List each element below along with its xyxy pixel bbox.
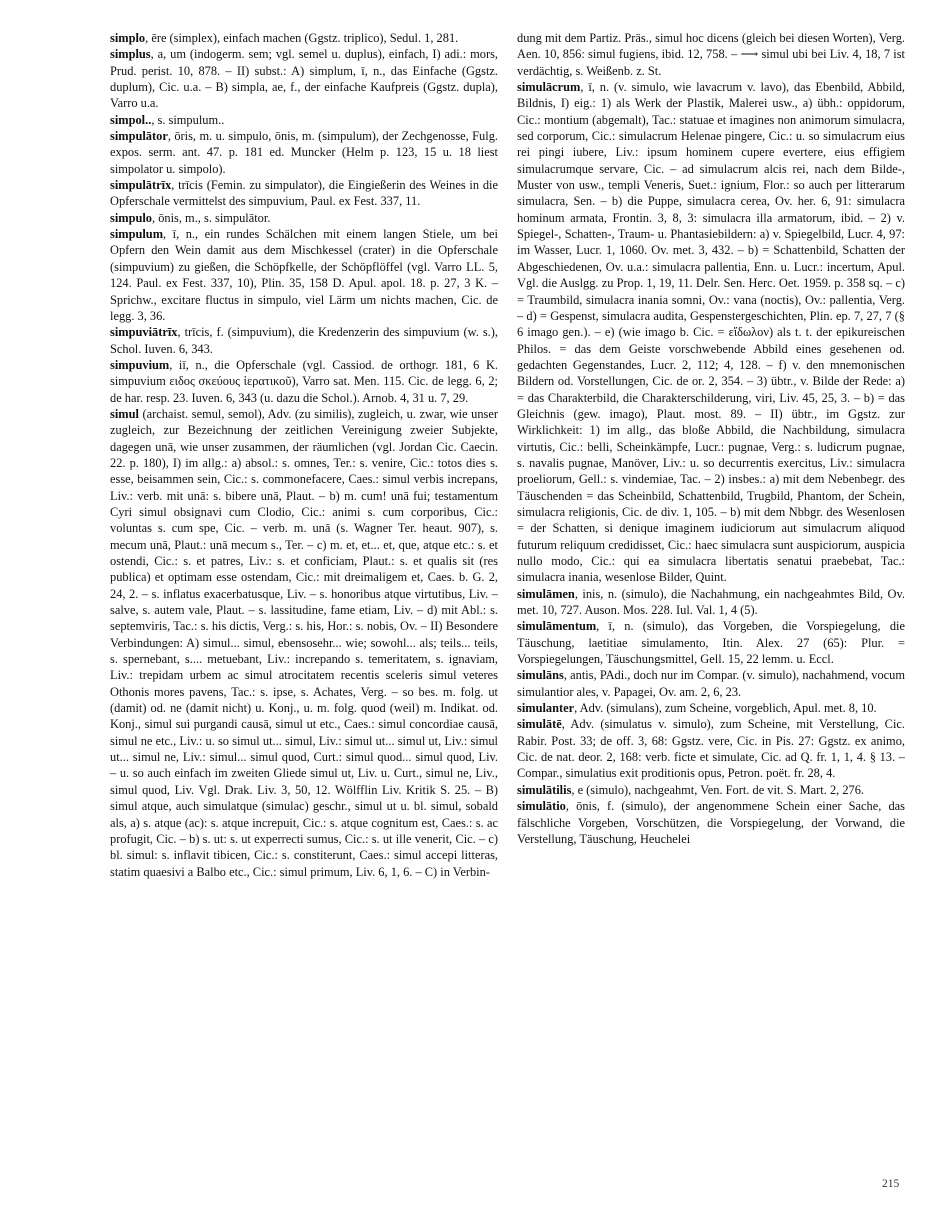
entry-definition: , ōris, m. u. simpulo, ōnis, m. (simpulum), der Zechgenosse, Fulg. expos. serm. ant. 47. p. 181 ed. Muncker (Helm p. 123, 15 u. 18 liest simpolator u. simpolo). [110,129,498,176]
dictionary-entry [517,79,905,586]
entry-headword: simpulo [110,210,153,225]
dictionary-entry [110,30,498,46]
entry-definition: , ōnis, m., s. simpulātor. [152,210,271,225]
entry-definition: , inis, n. (simulo), die Nachahmung, ein nachgeahmtes Bild, Ov. met. 10, 727. Auson. Mos. 228. Iul. Val. 1, 4 (5). [517,586,905,618]
dictionary-entry [110,210,498,226]
dictionary-entry [110,357,498,406]
entry-headword: simulāns [517,668,564,683]
entry-headword: simpulum [110,227,164,242]
entry-definition: , trīcis (Femin. zu simpulator), die Eingießerin des Weines in die Opferschale vermittelst des simpuvium, Paul. ex Fest. 337, 11. [110,178,498,209]
dictionary-entry [110,226,498,324]
entry-headword: simulāmentum [517,619,597,634]
dictionary-entry [110,324,498,357]
entry-definition: , s. simpulum.. [151,112,225,127]
entry-definition: , iī, n., die Opferschale (vgl. Cassiod. de orthogr. 181, 6 K. simpuvium ειδος σκεύους ἱερατικοῦ), Varro sat. Men. 115. Cic. de legg. 6, 2; de har. resp. 23. Iuven. 6, 343 (u. dazu die Schol.). Arnob. 4, 31 u. 7, 29. [110,357,498,405]
entry-definition: , e (simulo), nachgeahmt, Ven. Fort. de vit. S. Mart. 2, 276. [571,782,865,797]
dictionary-entry [517,782,905,798]
dictionary-entry [110,128,498,177]
entry-headword: simul [110,406,139,421]
entry-definition: , trīcis, f. (simpuvium), die Kredenzerin des simpuvium (w. s.), Schol. Iuven. 6, 343. [110,325,498,356]
entry-headword: simpuvium [110,357,170,372]
entry-headword: simplus [110,47,151,62]
entry-headword: simpol.. [110,112,152,127]
entry-headword: simulātilis [517,782,572,797]
entry-headword: simulātē [517,717,562,732]
dictionary-entry [517,667,905,700]
entry-definition: dung mit dem Partiz. Präs., simul hoc dicens (gleich bei diesen Worten), Verg. Aen. 10, 856: simul fugiens, ibid. 12, 758. – ⟶ simul ubi bei Liv. 4, 18, 7 ist verdächtig, s. Weißenb. z. St. [517,31,905,78]
dictionary-entry [110,177,498,210]
entry-definition: , ī, n., ein rundes Schälchen mit einem langen Stiele, um bei Opfern den Wein damit aus dem Mischkessel (crater) in die Opferschale (simpuvium) zu gießen, die Schöpfkelle, der Schöpflöffel (vgl. Varro LL. 5, 124. Paul. ex Fest. 337, 10), Plin. 35, 158 D. Apul. apol. 18. p. 27, 3 K. – Sprichw., excitare fluctus in simpulo, viel Lärm um nichts machen, Cic. de legg. 3, 36. [110,227,498,323]
dictionary-entry [517,700,905,716]
entry-headword: simulātio [517,799,566,814]
dictionary-entry [517,586,905,619]
page-number: 215 [882,1178,900,1190]
entry-definition: , Adv. (simulatus v. simulo), zum Scheine, mit Verstellung, Cic. Rabir. Post. 33; de off. 3, 68: Ggstz. vere, Cic. in Pis. 27: Ggstz. ex animo, Cic. de nat. deor. 2, 168: verb. ficte et simulate, Cic. ad Q. fr. 1, 1, 4. § 13. – Compar., simulatius exit proditionis opus, Petron. poët. fr. 28, 4. [517,717,905,781]
dictionary-entry [517,798,905,847]
entry-definition: , Adv. (simulans), zum Scheine, vorgeblich, Apul. met. 8, 10. [574,701,877,716]
dictionary-entry [110,46,498,111]
right-column [517,30,905,847]
entry-headword: simpulātrīx [110,178,172,193]
left-column [110,30,498,880]
dictionary-entry [517,30,905,79]
dictionary-entry [110,112,498,128]
entry-headword: simpuviātrīx [110,325,178,340]
entry-definition: , ēre (simplex), einfach machen (Ggstz. triplico), Sedul. 1, 281. [145,31,459,45]
entry-definition: , a, um (indogerm. sem; vgl. semel u. duplus), einfach, I) adi.: mors, Prud. perist. 10, 878. – II) subst.: A) simplum, ī, n., das Einfache (Ggstz. duplum), Cic. u.a. – B) simpla, ae, f., der einfache Kaufpreis (Ggstz. dupla), Varro u.a. [110,47,498,111]
entry-definition: , ī, n. (simulo), das Vorgeben, die Vorspiegelung, die Täuschung, laetitiae simulamento, Itin. Alex. 27 (65): Plur. = Vorspiegelungen, Täuschungsmittel, Gell. 15, 22 lemm. u. Eccl. [517,619,905,667]
dictionary-entry [110,406,498,880]
entry-headword: simulācrum [517,80,581,95]
entry-definition: (archaist. semul, semol), Adv. (zu similis), zugleich, u. zwar, wie unser zugleich, zur Bezeichnung der zeitlichen Vereinigung zweier Subjekte, dagegen unā, wie unser zusammen, der räumlichen (vgl. Jordan Cic. Caecin. 22. p. 180), I) im allg.: a) absol.: s. omnes, Ter.: s. venire, Cic.: totos dies s. esse, beisammen sein, Cic.: s. commonefacere, Caes.: simul verbis increpans, Liv.: verb. mit unā: s. bibere unā, Plaut. – b) m. cum! unā fui; testamentum Cyri simul obsignavi cum Clodio, Cic.: animi s. cum corporibus, Cic.: voluntas s. cum spe, Cic. – verb. m. unā (s. Wagner Ter. heaut. 907), s. mecum unā, Plaut.: unā mecum s., Ter. – c) m. et, et... et, que, atque etc.: s. et ostendi, Cic.: s. et patres, Liv.: s. et conficiam, Plaut.: s. et qualis sit (res publica) et optimam esse ostendam, Cic.: mit dreimaligem et, Caes. b. G. 2, 24, 2. – s. inflatus exacerbatusque, Liv. – s. honoribus atque virtutibus, Liv. – salve, s. autem vale, Plaut. – s. lassitudine, fame etiam, Liv. – d) mit Abl.: s. septemviris, Tac.: s. his dictis, Verg.: s. his, Hor.: s. nobis, Ov. – II) Besondere Verbindungen: A) simul... simul, ebensosehr... wie; sowohl... als; teils... teils, s. spernebant, s.... metuebant, Liv.: increpando s. temeritatem, s. ignaviam, Liv.: trepidam urbem ac simul atrocitatem recentis sceleris simul veteres Othonis mores pavens, Tac.: s. ipse, s. Achates, Verg. – so bes. m. folg. ut (damit) od. ne (damit nicht) u. Konj., u. m. folg. quod (weil) m. Indikat. od. Konj., simul sui purgandi causā, simul ut etc., Caes.: simul concordiae causā, simul ne etc., Liv.: u. so simul ut... simul, Liv.: simul ut... simul ut, Liv.: simul ut... simul ne, Liv.: simul... simul quod, Curt.: simul quod... simul quod, Liv. – u. so auch einfach im zweiten Gliede simul ut, Liv. u. Curt., simul ne, Liv., simul quod, Liv. Vgl. Drak. Liv. 3, 50, 12. Wölfflin Liv. Kritik S. 25. – B) simul atque, auch simulatque (simulac) geschr., simul ut u. bl. simul, sobald als, a) s. atque (ac): s. atque increpuit, Cic.: s. atque cognitum est, Caes.: s. ac profugit, Cic. – b) s. ut: s. ut experrecti sumus, Cic.: s. ut ille venerit, Cic. – c) bl. simul: s. inflavit tibicen, Cic.: s. constiterunt, Caes.: simul accepi litteras, statim quaesivi a Balbo etc., Cic.: simul primum, Liv. 6, 1, 6. – C) in Verbin- [110,406,498,879]
dictionary-entry [517,618,905,667]
entry-headword: simulanter [517,701,575,716]
dictionary-entry [517,716,905,781]
entry-headword: simplo [110,31,146,45]
entry-definition: , ōnis, f. (simulo), der angenommene Schein einer Sache, das fälschliche Vorgeben, Vorschützen, die Vorspiegelung, der Vorwand, die Verstellung, Täuschung, Heuchelei [517,799,905,846]
entry-headword: simpulātor [110,129,168,144]
entry-headword: simulāmen [517,586,575,601]
entry-definition: , ī, n. (v. simulo, wie lavacrum v. lavo), das Ebenbild, Abbild, Bildnis, I) eig.: 1) als Werk der Plastik, Malerei usw., a) übh.: oppidorum, Cic.: montium (abgemalt), Tac.: statuae et imagines non animorum simulacra, sed corporum, Cic.: simulacrum Helenae pingere, Cic.: u. so simulacrum eius rei pingi iubere, Liv.: ipsum hominem cupere evertere, eius effigiem simulacrumque servare, Cic. – ad simulacrum alcis rei, nach dem Bilde-, Muster von usw., templi Veneris, Suet.: ignium, Flor.: so auch per litterarum simulacra, Sen. – b) die Puppe, simulacra cerea, Ov. her. 6, 91: simulacra hominum armata, Frontin. 3, 8, 3: simulacra illa armatorum, ibid. – 2) v. Spiegel-, Schatten-, Traum- u. Phantasiebildern: a) v. Spiegelbild, Lucr. 4, 97: im Wasser, Lucr. 1, 1060. Ov. met. 3, 432. – b) = Schattenbild, Schatten der Abgeschiedenen, Ov. u.a.: simulacra pallentia, Enn. u. Lucr.: incertum, Apul. Vgl. die Auslgg. zu Prop. 1, 19, 11. Delr. Sen. Herc. Oet. 1959. p. 358 sq. – c) = Traumbild, simulacra inania somni, Ov.: vana (noctis), Ov.: pallentia, Verg. – d) = Gespenst, simulacra audita, Gespenstergeschichten, Plin. ep. 7, 27, 7 (§ 6 imago gen.). – e) (wie imago b. Cic. = εἴδωλον) als t. t. der epikureischen Philos. = das dem Geiste vorschwebende Abbild eines gesehenen od. gedachten Gegenstandes, Lucr. 2, 112; 4, 128. – f) v. den mnemonischen Bildern od. Vorstellungen, Cic. de or. 2, 354. – 3) übtr., v. Bilde der Rede: a) = das Charakterbild, die Charakterschilderung, viri, Liv. 45, 25, 3. – b) = das Gleichnis (gew. imago), Plaut. most. 89. – II) übtr., im Ggstz. zur Wirklichkeit: 1) im allg., das bloße Abbild, die Nachbildung, simulacra virtutis, Cic.: belli, Scheinkämpfe, Lucr.: pugnae, Verg.: s. ludicrum pugnae, s. navalis pugnae, Manöver, Liv.: u. so decurrentis exercitus, Liv.: simulacra proeliorum, Gell.: s. vindemiae, Tac. – 2) insbes.: a) mit dem Nebenbegr. des Täuschenden = das Scheinbild, Schattenbild, Trugbild, Phantom, der Schein, simulacra religionis, Cic. de div. 1, 105. – b) mit dem Nbbgr. des Wesenlosen = der Schatten, si denique imaginem iudiciorum aut simulacrum aliquod futurum reliquum credidisset, Cic.: haec simulacra sunt auspiciorum, auspicia nullo modo, Cic.: qui ea simulacra libertatis senatui praebebat, Tac.: simulacra inania, wesenlose Bilder, Quint. [517,80,905,585]
entry-definition: , antis, PAdi., doch nur im Compar. (v. simulo), nachahmend, vocum simulantior ales, v. Papagei, Ov. am. 2, 6, 23. [517,668,905,699]
